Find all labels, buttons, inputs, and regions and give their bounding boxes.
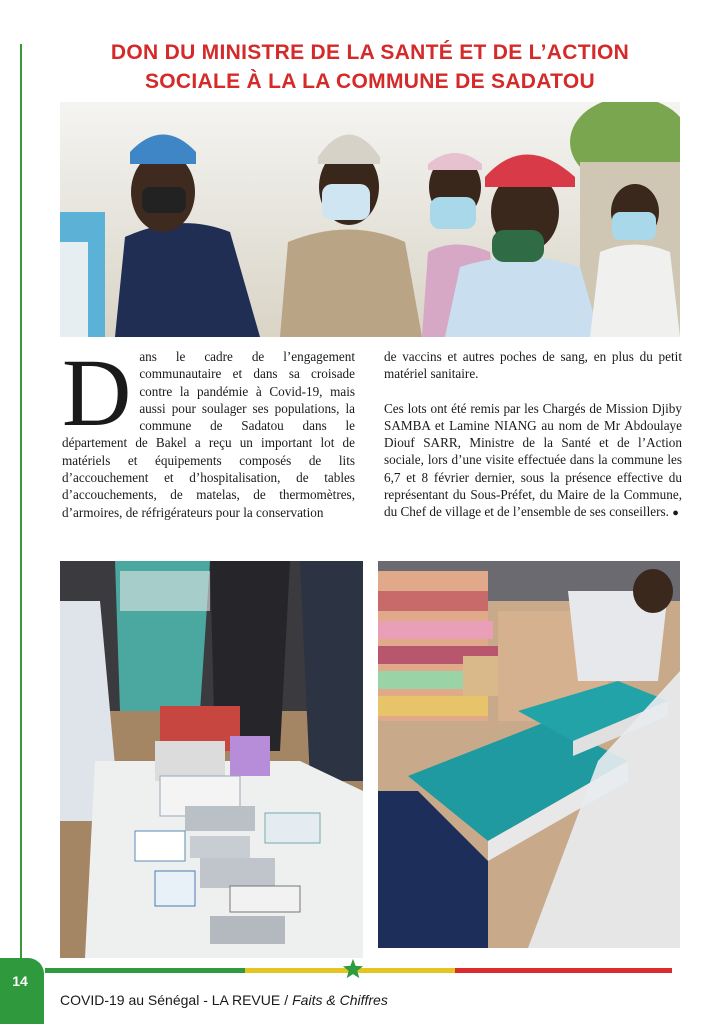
end-mark-icon: ●: [672, 507, 679, 520]
paragraph-2: [384, 400, 682, 523]
paragraph-1-text: ans le cadre de l’engagement communautaire et dans sa croisade contre la pandémie à Covid-19, mais aussi pour soulager ses populations, la commune de Sadatou dans le département de Bakel a reçu un important lot de matériels et équipements composés de lits d’accouchement et d’hospitalisation, de tables d’accouchements, de matelas, de thermomètres, d’armoires, de réfrigérateurs pour la conservation: [62, 349, 355, 520]
dropcap: D: [62, 339, 132, 446]
photo-beds-mattresses: [378, 561, 680, 948]
article-body: [62, 339, 682, 548]
footer-separator: /: [284, 992, 289, 1008]
paragraph-2-text: Ces lots ont été remis par les Chargés de Mission Djiby SAMBA et Lamine NIANG au nom de Mr Abdoulaye Diouf SARR, Ministre de la Santé et de l’Action sociale, lors d’une visite effectuée dans la commune les 6,7 et 8 février dernier, sous la présence effective du représentant du Sous-Préfet, du Maire de la Commune, du Chef de village et de l’ensemble de ses conseillers.: [384, 400, 682, 520]
photo-officials: [60, 102, 680, 337]
publication-name: COVID-19 au Sénégal - LA REVUE: [60, 992, 281, 1008]
article-column-1: [62, 339, 355, 521]
flag-bar-red: [455, 968, 672, 973]
flag-bar-green: [45, 968, 245, 973]
footer-publication: [60, 992, 388, 1008]
left-accent-line: [20, 44, 22, 968]
article-column-2: [384, 348, 682, 523]
photo-medical-supplies: [60, 561, 363, 958]
page-number-tab: [0, 958, 44, 1024]
paragraph-1-continued: de vaccins et autres poches de sang, en plus du petit matériel sanitaire.: [384, 349, 682, 382]
section-name: Faits & Chiffres: [292, 992, 388, 1008]
article-title: [70, 38, 670, 96]
title-line-1: DON DU MINISTRE DE LA SANTÉ ET DE L’ACTION: [110, 41, 630, 64]
title-line-2: SOCIALE À LA LA COMMUNE DE SADATOU: [144, 70, 596, 93]
page-number: 14: [12, 973, 28, 989]
star-icon: [342, 958, 364, 980]
paragraph-1: [62, 339, 355, 521]
